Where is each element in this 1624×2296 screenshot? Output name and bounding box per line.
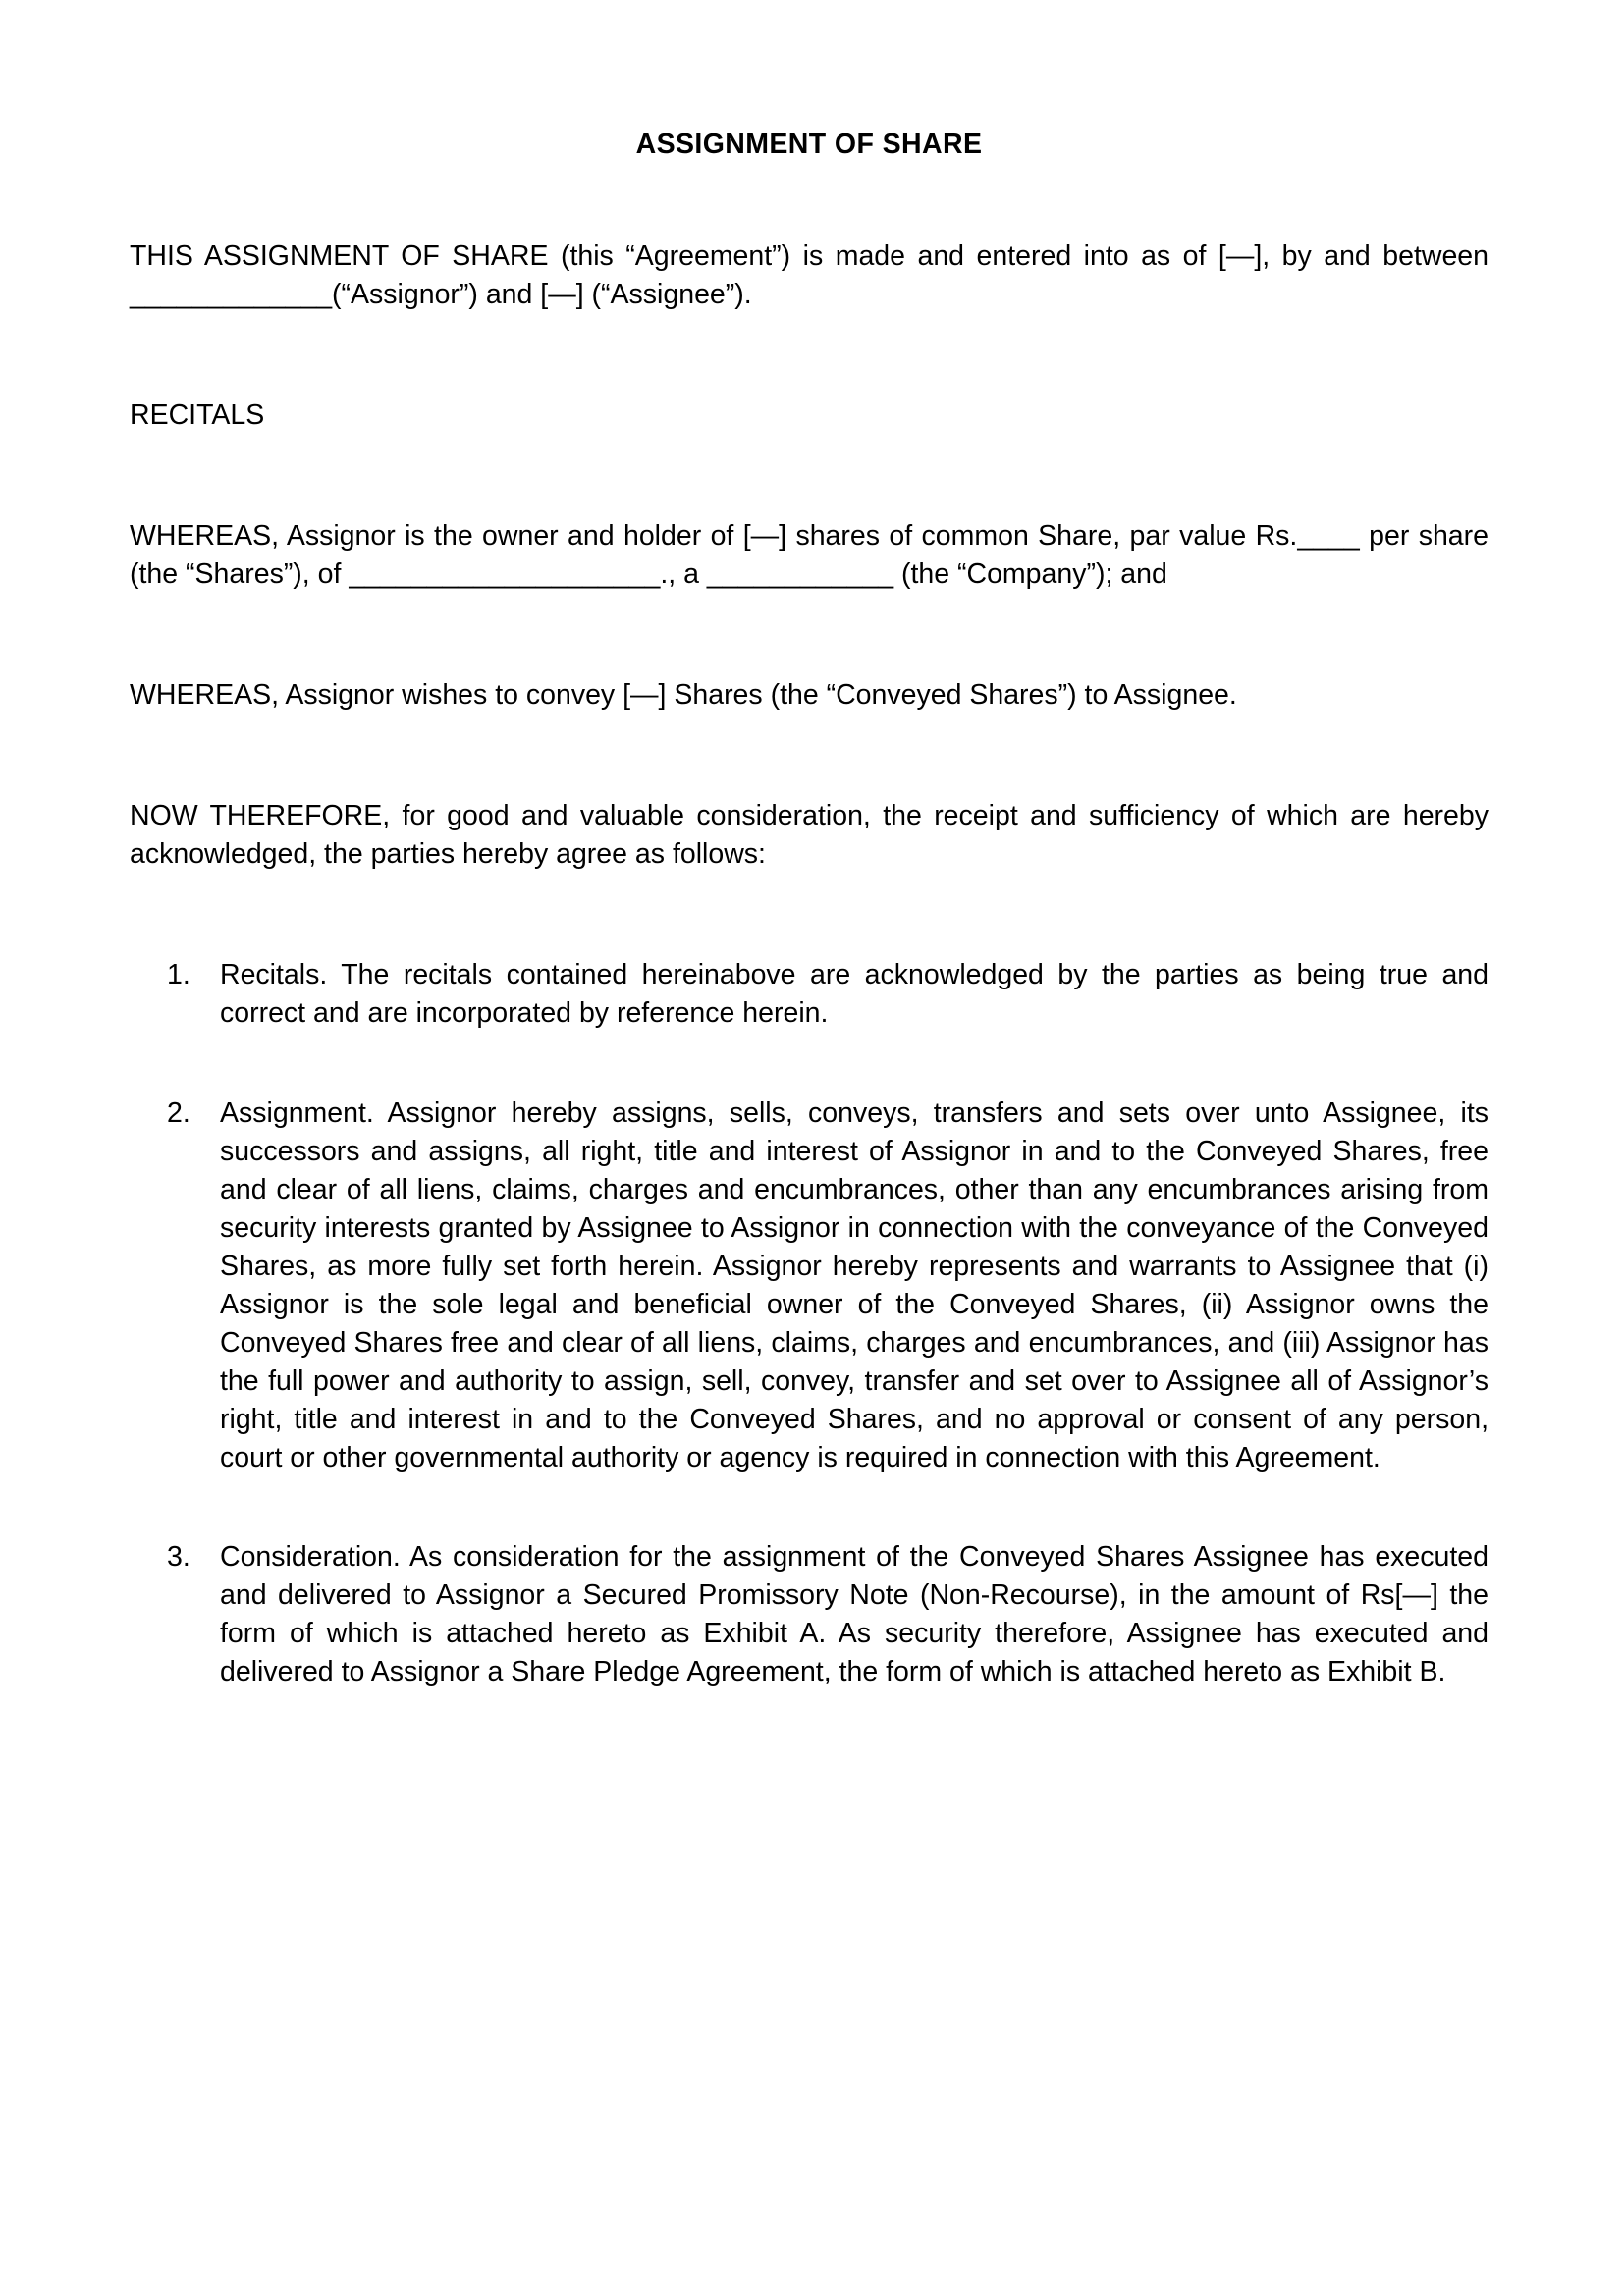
clause-item-recitals xyxy=(130,956,1489,1033)
recitals-heading: RECITALS xyxy=(130,400,265,432)
clause-item-assignment xyxy=(130,1095,1489,1477)
page-title: ASSIGNMENT OF SHARE xyxy=(635,129,983,160)
clause-list xyxy=(130,956,1489,1691)
spacer xyxy=(130,314,1489,397)
recital-whereas-2: WHEREAS, Assignor wishes to convey [—] Shares (the “Conveyed Shares”) to Assignee. xyxy=(130,679,1237,712)
now-therefore-paragraph: NOW THEREFORE, for good and valuable consideration, the receipt and sufficiency of which are hereby acknowledged, the parties hereby agree as follows: xyxy=(130,800,1489,871)
clause-text: Assignment. Assignor hereby assigns, sells, conveys, transfers and sets over unto Assignee, its successors and assigns, all right, title and interest of Assignor in and to the Conveyed Shares, free and clear of all liens, claims, charges and encumbrances, other than any encumbrances arising from security interests granted by Assignee to Assignor in connection with the conveyance of the Conveyed Shares, as more fully set forth herein. Assignor hereby represents and warrants to Assignee that (i) Assignor is the sole legal and beneficial owner of the Conveyed Shares, (ii) Assignor owns the Conveyed Shares free and clear of all liens, claims, charges and encumbrances, and (iii) Assignor has the full power and authority to assign, sell, convey, transfer and set over to Assignee all of Assignor’s right, title and interest in and to the Conveyed Shares, and no approval or consent of any person, court or other governmental authority or agency is required in connection with this Agreement. xyxy=(220,1096,1489,1473)
spacer xyxy=(130,715,1489,797)
spacer xyxy=(130,435,1489,517)
clause-text: Recitals. The recitals contained hereinabove are acknowledged by the parties as being true and correct and are incorporated by reference herein. xyxy=(220,959,1489,1030)
recital-whereas-1: WHEREAS, Assignor is the owner and holder of [—] shares of common Share, par value Rs.____ per share (the “Shares”), of ____________________., a ____________ (the “Company”); and xyxy=(130,520,1489,591)
document-body xyxy=(130,128,1489,1691)
clause-item-consideration xyxy=(130,1538,1489,1691)
spacer xyxy=(130,874,1489,956)
spacer xyxy=(130,594,1489,676)
preamble-paragraph: THIS ASSIGNMENT OF SHARE (this “Agreement”) is made and entered into as of [—], by and between _____________(“Assignor”) and [—] (“Assignee”). xyxy=(130,240,1489,311)
clause-text: Consideration. As consideration for the assignment of the Conveyed Shares Assignee has executed and delivered to Assignor a Secured Promissory Note (Non-Recourse), in the amount of Rs[—] the form of which is attached hereto as Exhibit A. As security therefore, Assignee has executed and delivered to Assignor a Share Pledge Agreement, the form of which is attached hereto as Exhibit B. xyxy=(220,1540,1489,1687)
